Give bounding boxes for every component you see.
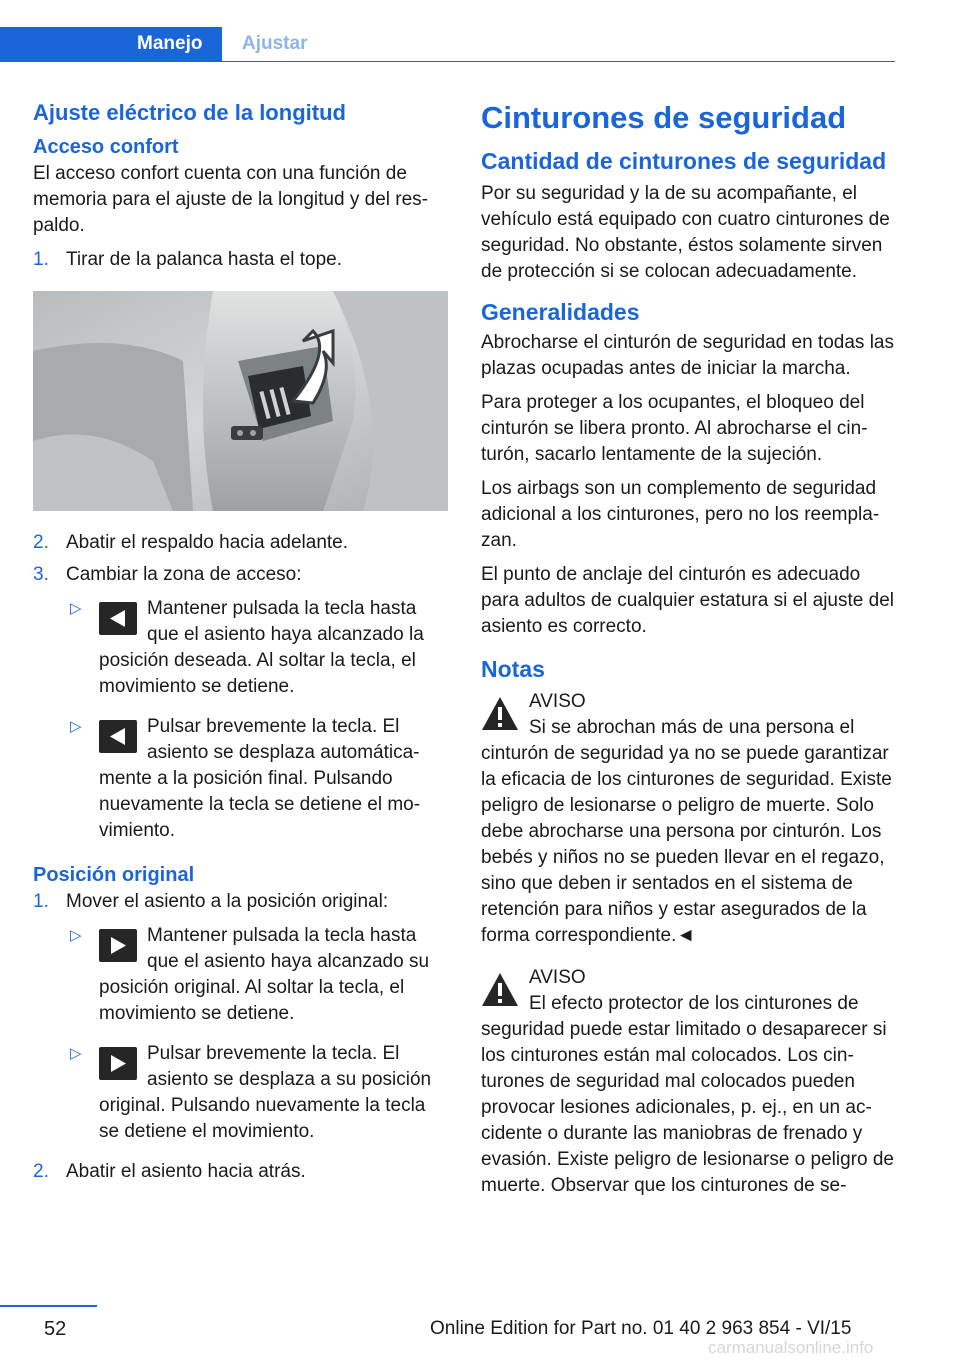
right-column xyxy=(481,100,899,1207)
step-text: Cambiar la zona de acceso: xyxy=(66,564,302,585)
triangle-bullet-icon: ▷ xyxy=(70,600,82,617)
comfort-paragraph: El acceso confort cuenta con una función de memoria para el ajuste de la longitud y del respaldo. xyxy=(33,163,428,236)
watermark: carmanualsonline.info xyxy=(708,1338,874,1357)
heading-cantidad: Cantidad de cinturones de seguridad xyxy=(481,148,887,174)
tab-ajustar-label: Ajustar xyxy=(242,33,308,54)
substep-text: Mantener pulsada la tecla hasta que el asiento haya alcanzado la posición deseada. Al soltar la tecla, el movimiento se detiene. xyxy=(99,598,424,697)
heading-notas: Notas xyxy=(481,656,545,682)
arrow-left-button-icon xyxy=(99,602,137,635)
seat-lever-photo xyxy=(33,291,448,511)
step-number: 3. xyxy=(33,564,49,585)
warning-text: El efecto protector de los cinturones de seguridad puede estar limitado o desaparecer si los cinturones están mal colocados. Los cinturones de seguridad mal colocados pueden provocar lesiones adicionales, p. ej., en un accidente o durante las maniobras de frenado y evasión. Existe peligro de lesionarse o peligro de muerte. Observar que los cinturones de se- xyxy=(481,993,894,1196)
triangle-bullet-icon: ▷ xyxy=(70,718,82,735)
warning-block xyxy=(481,965,899,1199)
warning-text: Si se abrochan más de una persona el cinturón de seguridad ya no se puede garantizar la eficacia de los cinturones de seguridad. Existe peligro de lesionarse o peligro de muerte. Solo debe abrocharse una persona por cinturón. Los bebés y niños no se pueden llevar en el regazo, sino que deben ir sentados en el sistema de retención para niños y estar asegurados de la forma correspondiente.◄ xyxy=(481,717,892,946)
page-number: 52 xyxy=(44,1318,67,1340)
general-paragraph: Para proteger a los ocupantes, el bloqueo del cinturón se libera pronto. Al abrocharse el cinturón, sacarlo lentamente de la sujeción. xyxy=(481,392,868,465)
tab-manejo[interactable] xyxy=(0,27,222,61)
substep xyxy=(66,1041,448,1145)
step-text: Tirar de la palanca hasta el tope. xyxy=(66,249,343,270)
substep xyxy=(66,923,448,1027)
substep xyxy=(66,714,448,844)
warning-label: AVISO xyxy=(529,691,586,712)
general-paragraph: Abrocharse el cinturón de seguridad en todas las plazas ocupadas antes de iniciar la marcha. xyxy=(481,332,894,379)
warning-block xyxy=(481,689,899,949)
orig-step-1 xyxy=(33,889,448,1145)
warning-label: AVISO xyxy=(529,967,586,988)
step-text: Abatir el asiento hacia atrás. xyxy=(66,1161,306,1182)
heading-generalidades: Generalidades xyxy=(481,299,640,325)
tab-ajustar[interactable] xyxy=(222,27,322,61)
substep xyxy=(66,596,448,700)
step-text: Abatir el respaldo hacia adelante. xyxy=(66,532,349,553)
section-title-cinturones: Cinturones de seguridad xyxy=(481,100,847,135)
arrow-right-button-icon xyxy=(99,929,137,962)
orig-step-2 xyxy=(33,1159,448,1185)
heading-posicion-original: Posición original xyxy=(33,864,195,886)
step-3 xyxy=(33,562,448,844)
arrow-right-button-icon xyxy=(99,1047,137,1080)
step-number: 1. xyxy=(33,249,49,270)
left-column xyxy=(33,100,448,1191)
step-text: Mover el asiento a la posición original: xyxy=(66,891,389,912)
step-1 xyxy=(33,247,448,273)
step-number: 2. xyxy=(33,532,49,553)
heading-acceso-confort: Acceso confort xyxy=(33,136,179,158)
section-title-longitud: Ajuste eléctrico de la longitud xyxy=(33,100,346,125)
warning-triangle-icon xyxy=(481,971,519,1009)
substep-text: Mantener pulsada la tecla hasta que el asiento haya alcanzado su posición original. Al soltar la tecla, el movimiento se detiene. xyxy=(99,925,430,1024)
step-number: 1. xyxy=(33,891,49,912)
general-paragraph: Los airbags son un complemento de seguridad adicional a los cinturones, pero no los reemplazan. xyxy=(481,478,880,551)
tab-manejo-label: Manejo xyxy=(137,33,203,54)
count-paragraph: Por su seguridad y la de su acompañante, el vehículo está equipado con cuatro cinturones de seguridad. No obstante, éstos solamente sirven de protección si se colocan adecuadamente. xyxy=(481,183,890,282)
substep-text: Pulsar brevemente la tecla. El asiento se desplaza automáticamente a la posición final. Pulsando nuevamente la tecla se detiene el movimiento. xyxy=(99,716,421,841)
triangle-bullet-icon: ▷ xyxy=(70,927,82,944)
arrow-left-button-icon xyxy=(99,720,137,753)
edition-text: Online Edition for Part no. 01 40 2 963 854 - VI/15 xyxy=(430,1318,852,1339)
footer-rule xyxy=(0,1305,97,1307)
step-number: 2. xyxy=(33,1161,49,1182)
step-2 xyxy=(33,530,448,556)
general-paragraph: El punto de anclaje del cinturón es adecuado para adultos de cualquier estatura si el ajuste del asiento es correcto. xyxy=(481,564,894,637)
warning-triangle-icon xyxy=(481,695,519,733)
substep-text: Pulsar brevemente la tecla. El asiento se desplaza a su posición original. Pulsando nuevamente la tecla se detiene el movimiento. xyxy=(99,1043,432,1142)
triangle-bullet-icon: ▷ xyxy=(70,1045,82,1062)
chapter-tabs xyxy=(0,27,895,62)
